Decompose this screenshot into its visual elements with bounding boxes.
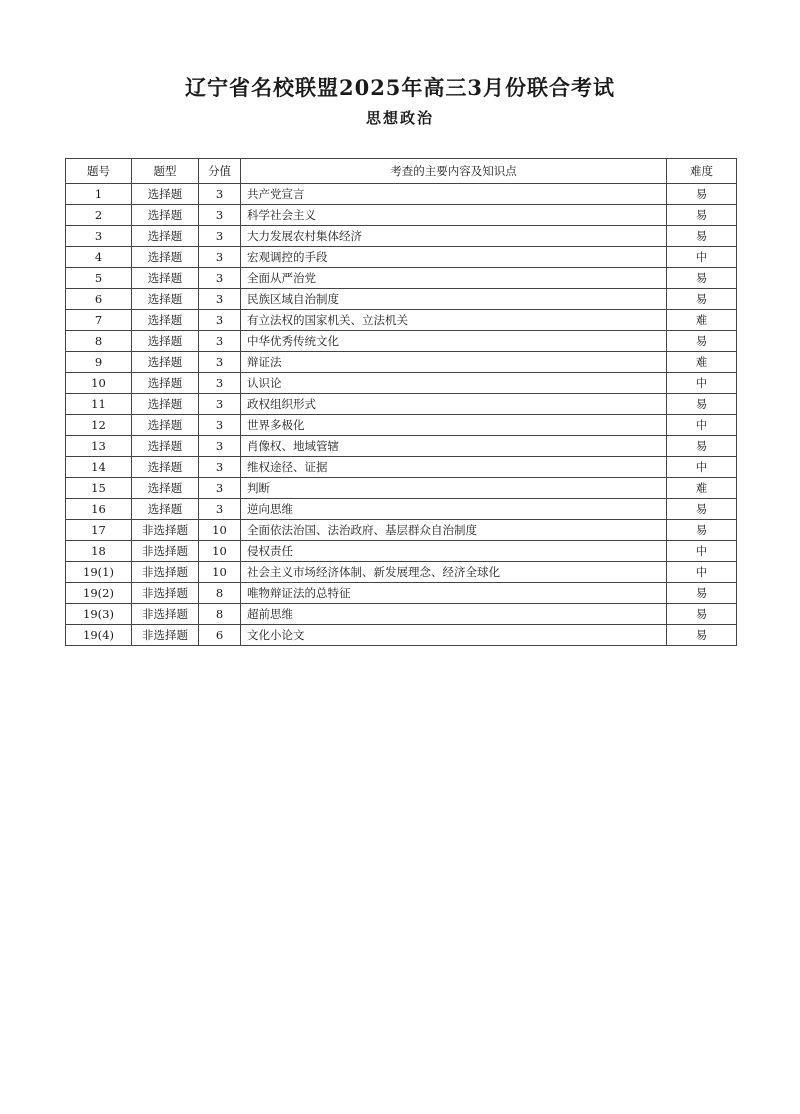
cell-content: 辩证法 <box>241 352 667 373</box>
cell-content: 逆向思维 <box>241 499 667 520</box>
cell-question-number: 19(3) <box>66 604 132 625</box>
cell-question-number: 14 <box>66 457 132 478</box>
cell-difficulty: 易 <box>667 289 737 310</box>
cell-question-number: 12 <box>66 415 132 436</box>
cell-question-number: 2 <box>66 205 132 226</box>
table-row <box>66 268 737 289</box>
cell-score: 3 <box>199 499 241 520</box>
header-question-type: 题型 <box>132 159 199 184</box>
table-row <box>66 373 737 394</box>
table-header-row <box>66 159 737 184</box>
cell-difficulty: 易 <box>667 394 737 415</box>
cell-content: 科学社会主义 <box>241 205 667 226</box>
cell-content: 超前思维 <box>241 604 667 625</box>
table-row <box>66 625 737 646</box>
cell-question-number: 18 <box>66 541 132 562</box>
cell-score: 3 <box>199 268 241 289</box>
cell-question-type: 选择题 <box>132 457 199 478</box>
table-row <box>66 520 737 541</box>
cell-content: 全面依法治国、法治政府、基层群众自治制度 <box>241 520 667 541</box>
table-row <box>66 310 737 331</box>
cell-question-type: 选择题 <box>132 289 199 310</box>
table-row <box>66 394 737 415</box>
cell-question-number: 13 <box>66 436 132 457</box>
cell-score: 3 <box>199 394 241 415</box>
table-row <box>66 415 737 436</box>
cell-difficulty: 难 <box>667 478 737 499</box>
cell-difficulty: 中 <box>667 457 737 478</box>
cell-question-type: 选择题 <box>132 394 199 415</box>
cell-question-number: 19(1) <box>66 562 132 583</box>
cell-score: 3 <box>199 331 241 352</box>
cell-question-number: 11 <box>66 394 132 415</box>
cell-score: 3 <box>199 478 241 499</box>
cell-question-type: 非选择题 <box>132 562 199 583</box>
cell-difficulty: 中 <box>667 562 737 583</box>
cell-content: 肖像权、地域管辖 <box>241 436 667 457</box>
cell-score: 3 <box>199 184 241 205</box>
cell-difficulty: 易 <box>667 436 737 457</box>
cell-content: 唯物辩证法的总特征 <box>241 583 667 604</box>
cell-content: 侵权责任 <box>241 541 667 562</box>
cell-difficulty: 易 <box>667 583 737 604</box>
cell-question-number: 15 <box>66 478 132 499</box>
cell-difficulty: 易 <box>667 520 737 541</box>
cell-content: 中华优秀传统文化 <box>241 331 667 352</box>
cell-difficulty: 中 <box>667 247 737 268</box>
cell-question-number: 19(2) <box>66 583 132 604</box>
cell-question-type: 选择题 <box>132 415 199 436</box>
cell-content: 宏观调控的手段 <box>241 247 667 268</box>
cell-question-type: 选择题 <box>132 247 199 268</box>
table-row <box>66 184 737 205</box>
cell-score: 3 <box>199 415 241 436</box>
cell-question-type: 非选择题 <box>132 604 199 625</box>
cell-content: 世界多极化 <box>241 415 667 436</box>
table-row <box>66 478 737 499</box>
cell-difficulty: 难 <box>667 352 737 373</box>
cell-score: 3 <box>199 373 241 394</box>
cell-difficulty: 中 <box>667 415 737 436</box>
cell-score: 3 <box>199 310 241 331</box>
cell-question-number: 10 <box>66 373 132 394</box>
cell-difficulty: 易 <box>667 604 737 625</box>
table-row <box>66 499 737 520</box>
cell-question-type: 非选择题 <box>132 541 199 562</box>
cell-question-number: 7 <box>66 310 132 331</box>
cell-question-type: 非选择题 <box>132 583 199 604</box>
cell-content: 判断 <box>241 478 667 499</box>
cell-score: 8 <box>199 604 241 625</box>
cell-difficulty: 易 <box>667 226 737 247</box>
cell-question-type: 选择题 <box>132 268 199 289</box>
cell-score: 6 <box>199 625 241 646</box>
cell-question-number: 19(4) <box>66 625 132 646</box>
header-content: 考查的主要内容及知识点 <box>241 159 667 184</box>
cell-score: 10 <box>199 520 241 541</box>
cell-content: 民族区域自治制度 <box>241 289 667 310</box>
cell-difficulty: 易 <box>667 268 737 289</box>
cell-question-type: 选择题 <box>132 226 199 247</box>
cell-score: 3 <box>199 226 241 247</box>
table-row <box>66 226 737 247</box>
cell-question-type: 选择题 <box>132 205 199 226</box>
cell-content: 政权组织形式 <box>241 394 667 415</box>
cell-content: 文化小论文 <box>241 625 667 646</box>
cell-difficulty: 易 <box>667 331 737 352</box>
table-row <box>66 247 737 268</box>
table-row <box>66 457 737 478</box>
cell-question-number: 4 <box>66 247 132 268</box>
cell-question-number: 16 <box>66 499 132 520</box>
cell-question-type: 选择题 <box>132 310 199 331</box>
cell-score: 3 <box>199 205 241 226</box>
cell-content: 共产党宣言 <box>241 184 667 205</box>
cell-difficulty: 易 <box>667 625 737 646</box>
cell-content: 有立法权的国家机关、立法机关 <box>241 310 667 331</box>
cell-score: 3 <box>199 289 241 310</box>
cell-question-type: 选择题 <box>132 436 199 457</box>
cell-question-type: 选择题 <box>132 184 199 205</box>
cell-question-number: 9 <box>66 352 132 373</box>
table-row <box>66 562 737 583</box>
table-row <box>66 352 737 373</box>
cell-difficulty: 中 <box>667 541 737 562</box>
table-row <box>66 583 737 604</box>
cell-difficulty: 难 <box>667 310 737 331</box>
page-title: 辽宁省名校联盟2025年高三3月份联合考试 <box>184 75 616 100</box>
cell-question-number: 17 <box>66 520 132 541</box>
cell-question-type: 选择题 <box>132 499 199 520</box>
table-row <box>66 331 737 352</box>
cell-score: 3 <box>199 247 241 268</box>
cell-difficulty: 易 <box>667 205 737 226</box>
cell-score: 3 <box>199 436 241 457</box>
page-subtitle: 思想政治 <box>365 109 434 127</box>
cell-content: 大力发展农村集体经济 <box>241 226 667 247</box>
cell-difficulty: 易 <box>667 184 737 205</box>
cell-content: 全面从严治党 <box>241 268 667 289</box>
header-difficulty: 难度 <box>667 159 737 184</box>
cell-score: 3 <box>199 457 241 478</box>
cell-score: 10 <box>199 541 241 562</box>
exam-analysis-table <box>65 158 737 646</box>
cell-score: 10 <box>199 562 241 583</box>
cell-score: 8 <box>199 583 241 604</box>
cell-question-type: 选择题 <box>132 478 199 499</box>
table-row <box>66 436 737 457</box>
header-question-number: 题号 <box>66 159 132 184</box>
header-score: 分值 <box>199 159 241 184</box>
table-row <box>66 541 737 562</box>
cell-question-type: 选择题 <box>132 331 199 352</box>
cell-difficulty: 中 <box>667 373 737 394</box>
cell-score: 3 <box>199 352 241 373</box>
cell-question-type: 非选择题 <box>132 625 199 646</box>
cell-question-number: 1 <box>66 184 132 205</box>
cell-content: 维权途径、证据 <box>241 457 667 478</box>
cell-question-number: 5 <box>66 268 132 289</box>
cell-question-number: 6 <box>66 289 132 310</box>
cell-question-type: 选择题 <box>132 352 199 373</box>
cell-content: 认识论 <box>241 373 667 394</box>
cell-question-type: 选择题 <box>132 373 199 394</box>
table-body <box>66 184 737 646</box>
cell-question-type: 非选择题 <box>132 520 199 541</box>
cell-question-number: 3 <box>66 226 132 247</box>
table-row <box>66 604 737 625</box>
table-row <box>66 289 737 310</box>
table-row <box>66 205 737 226</box>
cell-difficulty: 易 <box>667 499 737 520</box>
cell-content: 社会主义市场经济体制、新发展理念、经济全球化 <box>241 562 667 583</box>
cell-question-number: 8 <box>66 331 132 352</box>
